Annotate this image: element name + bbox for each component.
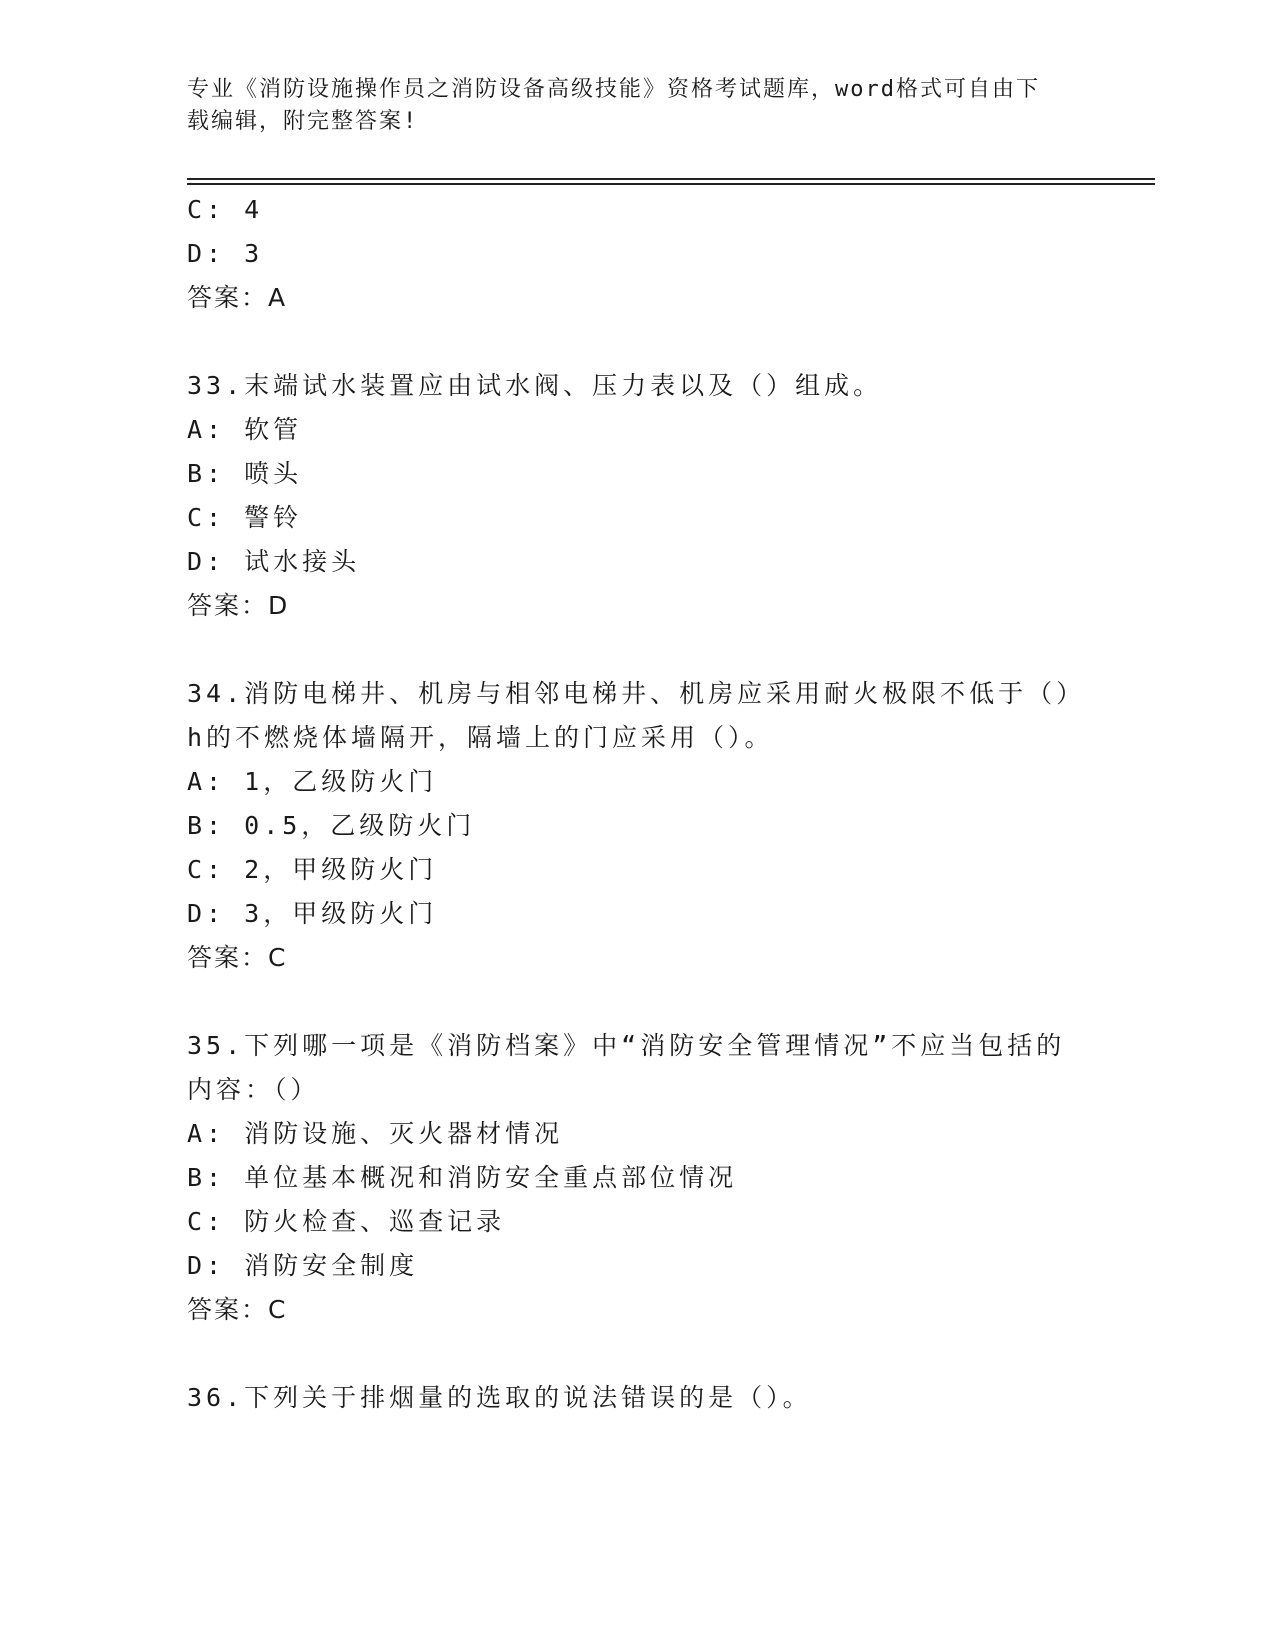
page-header <box>187 74 1067 138</box>
answer: 答案：D <box>187 591 290 620</box>
option-c: C: 警铃 <box>187 503 303 532</box>
option-d: D: 3 <box>187 239 264 268</box>
answer: 答案：C <box>187 943 288 972</box>
option-d: D: 3，甲级防火门 <box>187 899 438 928</box>
answer: 答案：A <box>187 283 288 312</box>
option-b: B: 喷头 <box>187 459 303 488</box>
question-stem-continued: 内容：（） <box>187 1075 320 1104</box>
option-a: A: 1，乙级防火门 <box>187 767 438 796</box>
option-c: C: 防火检查、巡查记录 <box>187 1207 506 1236</box>
question-stem-continued: h的不燃烧体墙隔开，隔墙上的门应采用（）。 <box>187 723 774 752</box>
option-c: C: 4 <box>187 195 264 224</box>
question-stem: 34.消防电梯井、机房与相邻电梯井、机房应采用耐火极限不低于（） <box>187 679 1086 708</box>
question-stem: 35.下列哪一项是《消防档案》中“消防安全管理情况”不应当包括的 <box>187 1031 1066 1060</box>
option-a: A: 软管 <box>187 415 303 444</box>
header-divider-top <box>187 178 1155 180</box>
option-d: D: 消防安全制度 <box>187 1251 419 1280</box>
option-b: B: 单位基本概况和消防安全重点部位情况 <box>187 1163 738 1192</box>
question-stem: 33.末端试水装置应由试水阀、压力表以及（）组成。 <box>187 371 883 400</box>
option-b: B: 0.5，乙级防火门 <box>187 811 476 840</box>
header-divider-bottom <box>187 183 1155 185</box>
question-stem: 36.下列关于排烟量的选取的说法错误的是（）。 <box>187 1383 812 1412</box>
header-line-2: 载编辑，附完整答案! <box>187 109 419 134</box>
answer: 答案：C <box>187 1295 288 1324</box>
option-a: A: 消防设施、灭火器材情况 <box>187 1119 564 1148</box>
header-line-1: 专业《消防设施操作员之消防设备高级技能》资格考试题库，word格式可自由下 <box>187 77 1040 102</box>
option-c: C: 2，甲级防火门 <box>187 855 438 884</box>
option-d: D: 试水接头 <box>187 547 361 576</box>
